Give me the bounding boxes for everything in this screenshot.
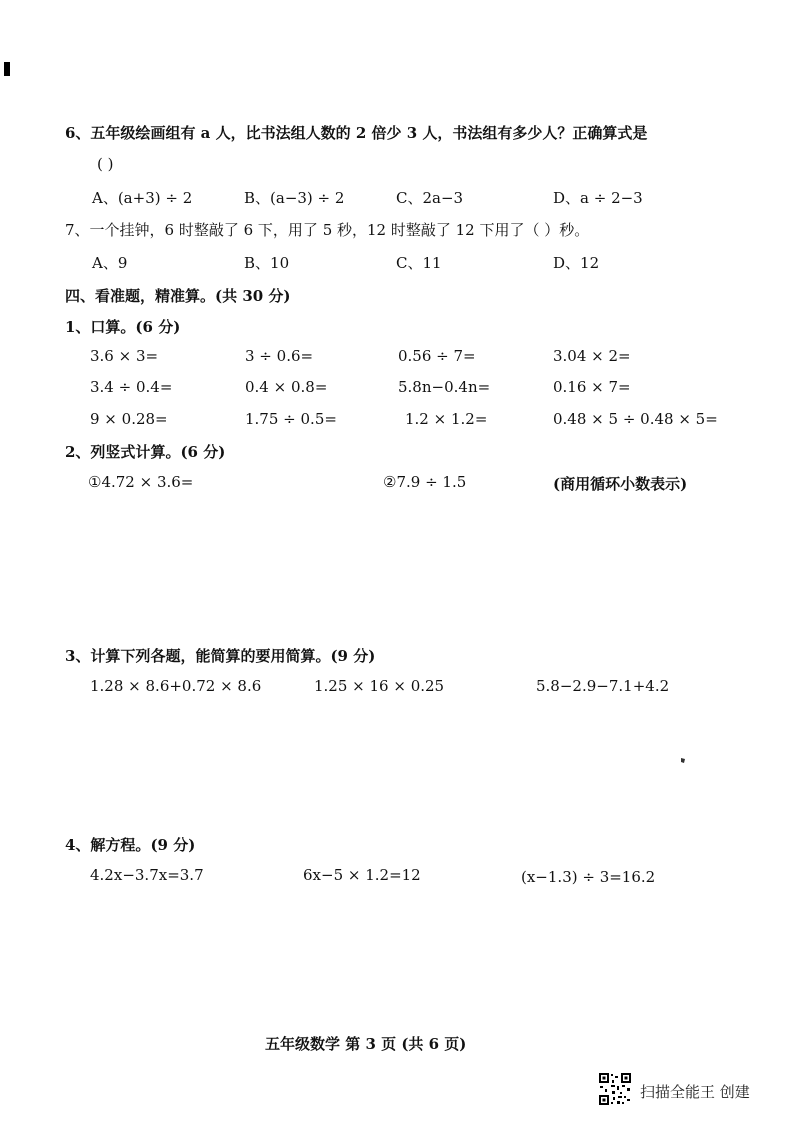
question-7-text: 7、一个挂钟，6 时整敲了 6 下，用了 5 秒，12 时整敲了 12 下用了（ ）秒。 [65,221,590,239]
equation-item: 6x−5 × 1.2=12 [303,866,421,884]
part-1-title: 1、口算。(6 分) [65,318,181,336]
question-6-text: 6、五年级绘画组有 a 人，比书法组人数的 2 倍少 3 人，书法组有多少人？正确算式是 [65,124,648,142]
question-7-option-d: D、12 [553,254,600,272]
mental-math-item: 5.8n−0.4n= [398,378,491,396]
equation-item: (x−1.3) ÷ 3=16.2 [521,868,656,886]
part-3-title: 3、计算下列各题，能简算的要用简算。(9 分) [65,647,376,665]
page-footer: 五年级数学 第 3 页 (共 6 页) [265,1035,467,1053]
mental-math-item: 3.6 × 3= [90,347,159,365]
question-6-option-c: C、2a−3 [396,189,464,207]
mental-math-item: 3.4 ÷ 0.4= [90,378,173,396]
question-6-option-b: B、(a−3) ÷ 2 [244,189,345,207]
mental-math-item: 0.16 × 7= [553,378,631,396]
section-4-title: 四、看准题，精准算。(共 30 分) [65,287,291,305]
mental-math-item: 3 ÷ 0.6= [245,347,314,365]
question-6-blank: ( ) [97,155,114,173]
mental-math-item: 0.56 ÷ 7= [398,347,476,365]
vertical-calc-item-2: ②7.9 ÷ 1.5 [383,473,467,491]
simplify-item: 5.8−2.9−7.1+4.2 [536,677,670,695]
ink-speck [680,757,686,764]
part-2-title: 2、列竖式计算。(6 分) [65,443,226,461]
question-6-option-a: A、(a+3) ÷ 2 [92,189,193,207]
mental-math-item: 1.2 × 1.2= [405,410,488,428]
watermark-text: 扫描全能王 创建 [640,1083,750,1101]
mental-math-item: 3.04 × 2= [553,347,631,365]
vertical-calc-note: (商用循环小数表示) [553,475,688,493]
qr-code-icon [598,1072,632,1106]
mental-math-item: 0.4 × 0.8= [245,378,328,396]
scan-corner-mark [4,62,10,76]
question-7-option-a: A、9 [92,254,128,272]
mental-math-item: 1.75 ÷ 0.5= [245,410,337,428]
vertical-calc-item-1: ①4.72 × 3.6= [88,473,194,491]
question-6-option-d: D、a ÷ 2−3 [553,189,643,207]
equation-item: 4.2x−3.7x=3.7 [90,866,204,884]
simplify-item: 1.25 × 16 × 0.25 [314,677,445,695]
question-7-option-b: B、10 [244,254,290,272]
mental-math-item: 9 × 0.28= [90,410,168,428]
part-4-title: 4、解方程。(9 分) [65,836,196,854]
mental-math-item: 0.48 × 5 ÷ 0.48 × 5= [553,410,718,428]
question-7-option-c: C、11 [396,254,442,272]
simplify-item: 1.28 × 8.6+0.72 × 8.6 [90,677,262,695]
